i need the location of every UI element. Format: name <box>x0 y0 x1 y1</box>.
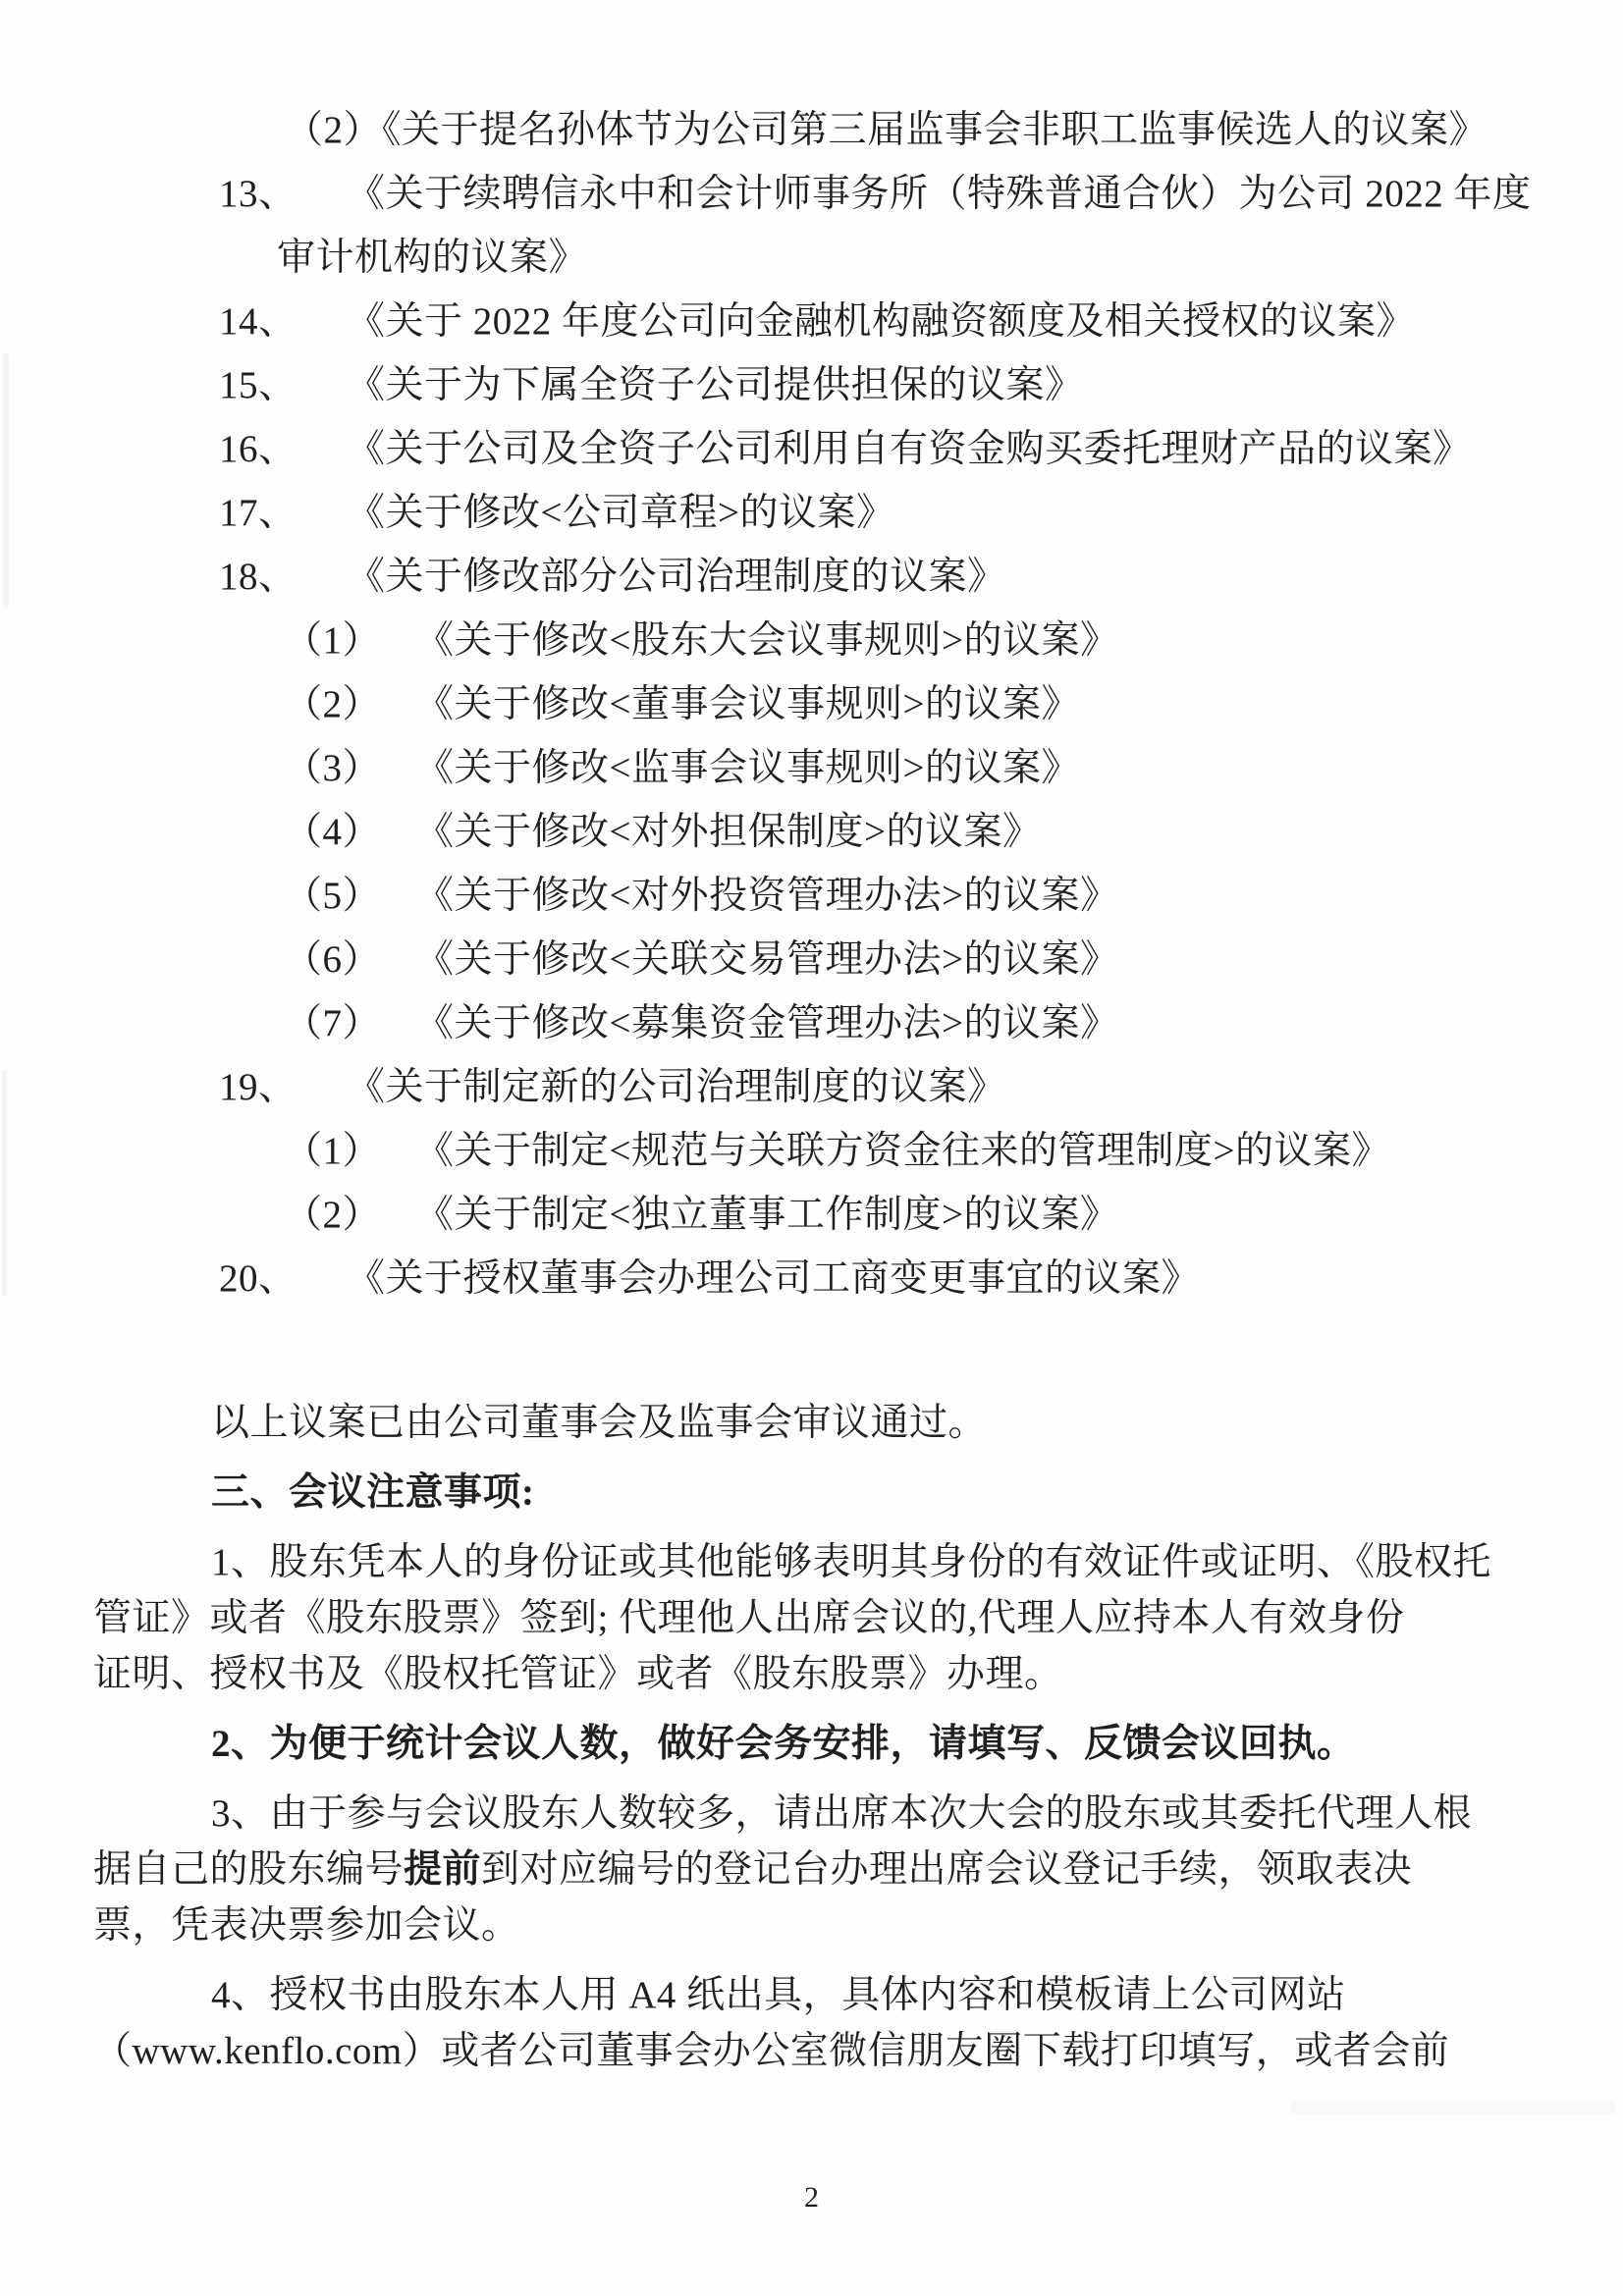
text-segment: 《关于制定新的公司治理制度的议案》 <box>347 1066 1006 1108</box>
scan-artifact <box>1291 2101 1615 2114</box>
text-segment: 《关于修改<募集资金管理办法>的议案》 <box>415 1002 1119 1044</box>
text-segment: 三、会议注意事项: <box>211 1471 535 1514</box>
proposal-line <box>0 417 1623 481</box>
text-segment: 审计机构的议案》 <box>277 237 588 279</box>
paragraph-line <box>0 1646 1623 1702</box>
paragraph-line <box>0 1967 1623 2023</box>
item-number: （4） <box>284 811 382 853</box>
text-segment: 《关于制定<独立董事工作制度>的议案》 <box>415 1194 1119 1236</box>
text-segment: 证明、授权书及《股权托管证》或者《股东股票》办理。 <box>93 1653 1063 1695</box>
text-segment: 2、为便于统计会议人数，做好会务安排，请填写、反馈会议回执。 <box>211 1723 1356 1765</box>
paragraph-line <box>0 1716 1623 1772</box>
item-number: （1） <box>284 619 382 662</box>
proposal-line <box>0 1055 1623 1119</box>
text-segment: 到对应编号的登记台办理出席会议登记手续，领取表决 <box>481 1848 1413 1891</box>
text-segment: 《关于续聘信永中和会计师事务所（特殊普通合伙）为公司 2022 年度 <box>347 173 1532 215</box>
proposal-line <box>0 864 1623 928</box>
text-segment: 提前 <box>404 1848 482 1891</box>
text-segment: 《关于修改<股东大会议事规则>的议案》 <box>415 619 1119 662</box>
text-segment: 《关于制定<规范与关联方资金往来的管理制度>的议案》 <box>415 1130 1390 1172</box>
text-segment: 《关于修改<对外投资管理办法>的议案》 <box>415 875 1119 917</box>
text-segment: 《关于为下属全资子公司提供担保的议案》 <box>347 364 1084 406</box>
proposal-line <box>0 800 1623 864</box>
text-segment: 《关于修改<监事会议事规则>的议案》 <box>415 747 1080 789</box>
item-number: 20、 <box>219 1257 298 1300</box>
item-number: （6） <box>284 938 382 981</box>
proposal-line <box>0 1119 1623 1183</box>
item-number: 17、 <box>219 492 298 534</box>
proposal-line <box>0 290 1623 353</box>
text-segment: （2）《关于提名孙体节为公司第三届监事会非职工监事候选人的议案》 <box>285 109 1488 151</box>
item-number: 19、 <box>219 1066 298 1108</box>
proposal-line <box>0 672 1623 736</box>
proposal-line <box>0 736 1623 800</box>
text-segment: 《关于修改部分公司治理制度的议案》 <box>347 556 1006 598</box>
paragraph-line <box>0 1534 1623 1590</box>
proposal-line <box>0 481 1623 545</box>
proposal-line <box>0 98 1623 162</box>
paragraph-line <box>0 1590 1623 1646</box>
item-number: （2） <box>284 1194 382 1236</box>
proposal-line <box>0 928 1623 991</box>
item-number: （7） <box>284 1002 382 1044</box>
text-segment: 管证》或者《股东股票》签到; 代理他人出席会议的,代理人应持本人有效身份 <box>93 1597 1405 1639</box>
text-segment: 《关于 2022 年度公司向金融机构融资额度及相关授权的议案》 <box>347 300 1416 343</box>
text-segment: 《关于修改<关联交易管理办法>的议案》 <box>415 938 1119 981</box>
text-segment: （www.kenflo.com）或者公司董事会办公室微信朋友圈下载打印填写，或者会前 <box>93 2030 1450 2072</box>
proposal-line <box>0 1247 1623 1310</box>
text-segment: 以上议案已由公司董事会及监事会审议通过。 <box>211 1402 988 1444</box>
proposal-line <box>0 991 1623 1055</box>
proposal-line <box>0 545 1623 609</box>
text-segment: 《关于修改<董事会议事规则>的议案》 <box>415 683 1080 725</box>
text-segment: 《关于公司及全资子公司利用自有资金购买委托理财产品的议案》 <box>347 428 1472 470</box>
item-number: （1） <box>284 1130 382 1172</box>
proposal-line <box>0 609 1623 672</box>
proposal-line <box>0 162 1623 226</box>
paragraph-line <box>0 1786 1623 1842</box>
page-number: 2 <box>804 2181 819 2214</box>
item-number: 15、 <box>219 364 298 406</box>
item-number: （2） <box>284 683 382 725</box>
item-number: 16、 <box>219 428 298 470</box>
paragraph-line <box>0 1842 1623 1897</box>
text-segment: 《关于修改<公司章程>的议案》 <box>347 492 895 534</box>
text-segment: 1、股东凭本人的身份证或其他能够表明其身份的有效证件或证明、《股权托 <box>211 1541 1492 1583</box>
section-heading <box>0 1465 1623 1521</box>
proposal-line <box>0 1183 1623 1247</box>
item-number: 13、 <box>219 173 298 215</box>
text-segment: 3、由于参与会议股东人数较多，请出席本次大会的股东或其委托代理人根 <box>211 1792 1473 1835</box>
item-number: （5） <box>284 875 382 917</box>
text-segment: 4、授权书由股东本人用 A4 纸出具，具体内容和模板请上公司网站 <box>211 1974 1346 2016</box>
paragraph-line <box>0 2023 1623 2079</box>
closing-statement <box>0 1395 1623 1451</box>
item-number: 14、 <box>219 300 298 343</box>
proposal-line <box>0 226 1623 290</box>
text-segment: 《关于修改<对外担保制度>的议案》 <box>415 811 1042 853</box>
paragraph-line <box>0 1897 1623 1953</box>
item-number: 18、 <box>219 556 298 598</box>
item-number: （3） <box>284 747 382 789</box>
text-segment: 票，凭表决票参加会议。 <box>93 1904 520 1947</box>
text-segment: 据自己的股东编号 <box>93 1848 405 1891</box>
proposal-line <box>0 353 1623 417</box>
text-segment: 《关于授权董事会办理公司工商变更事宜的议案》 <box>347 1257 1201 1300</box>
